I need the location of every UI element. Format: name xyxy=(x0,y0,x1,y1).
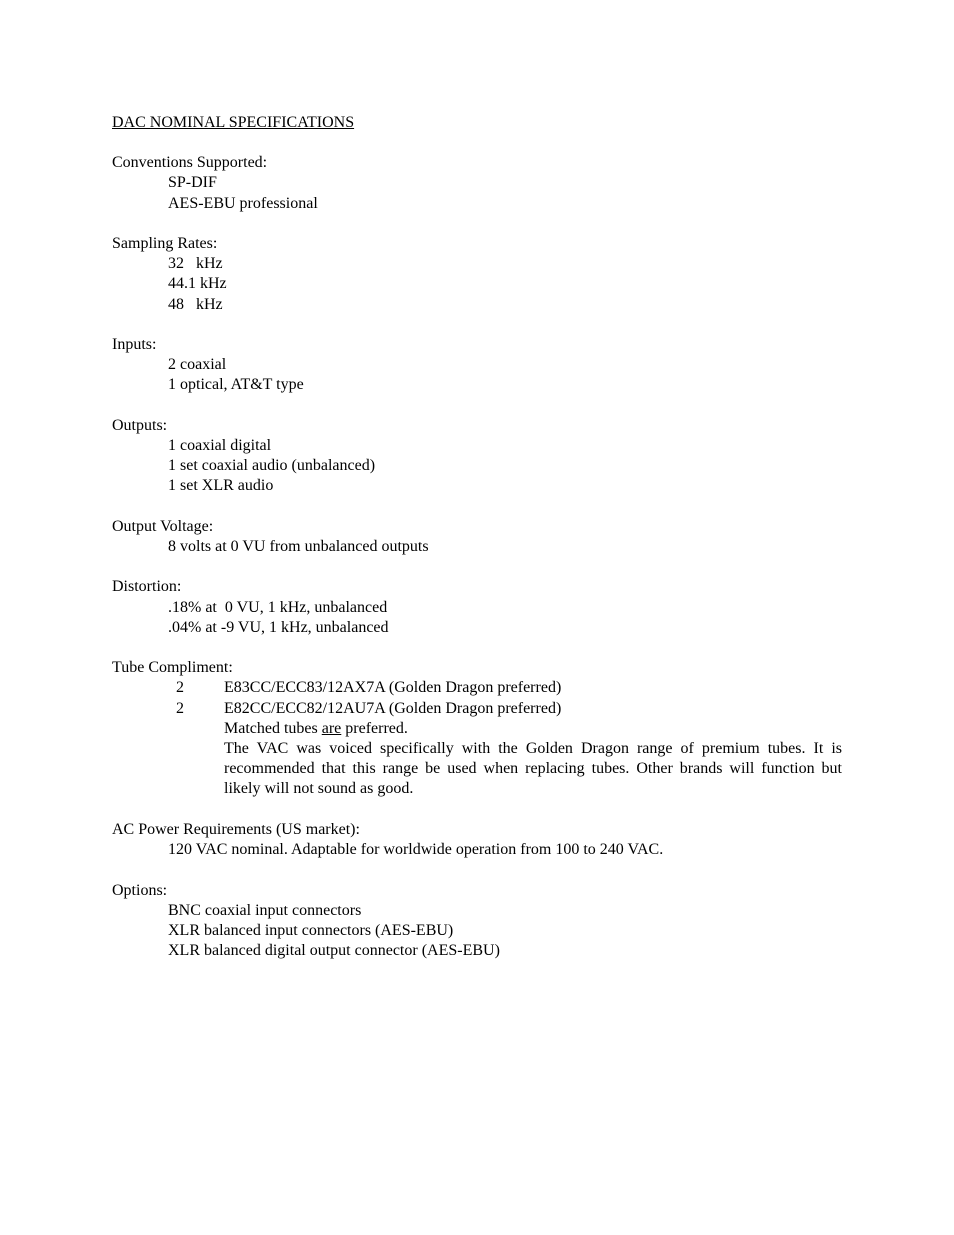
output-voltage-item: 8 volts at 0 VU from unbalanced outputs xyxy=(168,538,429,555)
document-title: DAC NOMINAL SPECIFICATIONS xyxy=(112,114,355,131)
outputs-item: 1 set coaxial audio (unbalanced) xyxy=(168,457,376,474)
matched-prefix: Matched tubes xyxy=(224,720,322,737)
matched-suffix: preferred. xyxy=(341,720,408,737)
conventions-item: AES-EBU professional xyxy=(168,195,318,212)
sampling-rates-heading: Sampling Rates: xyxy=(112,235,218,252)
outputs-item: 1 coaxial digital xyxy=(168,437,272,454)
matched-tubes-note xyxy=(224,719,408,739)
options-heading: Options: xyxy=(112,882,168,899)
conventions-heading: Conventions Supported: xyxy=(112,154,268,171)
ac-power-item: 120 VAC nominal. Adaptable for worldwide operation from 100 to 240 VAC. xyxy=(168,841,664,858)
options-item: XLR balanced digital output connector (AES-EBU) xyxy=(168,942,500,959)
sampling-rate-item: 32 kHz xyxy=(168,255,223,272)
inputs-item: 1 optical, AT&T type xyxy=(168,376,304,393)
outputs-heading: Outputs: xyxy=(112,417,168,434)
inputs-heading: Inputs: xyxy=(112,336,157,353)
tube-name: E82CC/ECC82/12AU7A (Golden Dragon preferred) xyxy=(224,700,562,717)
distortion-item: .18% at 0 VU, 1 kHz, unbalanced xyxy=(168,599,388,616)
ac-power-heading: AC Power Requirements (US market): xyxy=(112,821,360,838)
outputs-item: 1 set XLR audio xyxy=(168,477,274,494)
matched-emphasis: are xyxy=(321,720,342,737)
inputs-item: 2 coaxial xyxy=(168,356,227,373)
distortion-heading: Distortion: xyxy=(112,578,182,595)
options-item: BNC coaxial input connectors xyxy=(168,902,362,919)
tube-name: E83CC/ECC83/12AX7A (Golden Dragon preferred) xyxy=(224,679,562,696)
options-item: XLR balanced input connectors (AES-EBU) xyxy=(168,922,454,939)
tube-voicing-note: The VAC was voiced specifically with the Golden Dragon range of premium tubes. It is recommended that this range be used when replacing tubes. Other brands will function but likely will not sound as good. xyxy=(224,740,842,797)
conventions-item: SP-DIF xyxy=(168,174,217,191)
sampling-rate-item: 48 kHz xyxy=(168,296,223,313)
output-voltage-heading: Output Voltage: xyxy=(112,518,214,535)
tube-quantity: 2 xyxy=(176,679,184,696)
distortion-item: .04% at -9 VU, 1 kHz, unbalanced xyxy=(168,619,389,636)
tubes-heading: Tube Compliment: xyxy=(112,659,233,676)
sampling-rate-item: 44.1 kHz xyxy=(168,275,227,292)
tube-quantity: 2 xyxy=(176,700,184,717)
